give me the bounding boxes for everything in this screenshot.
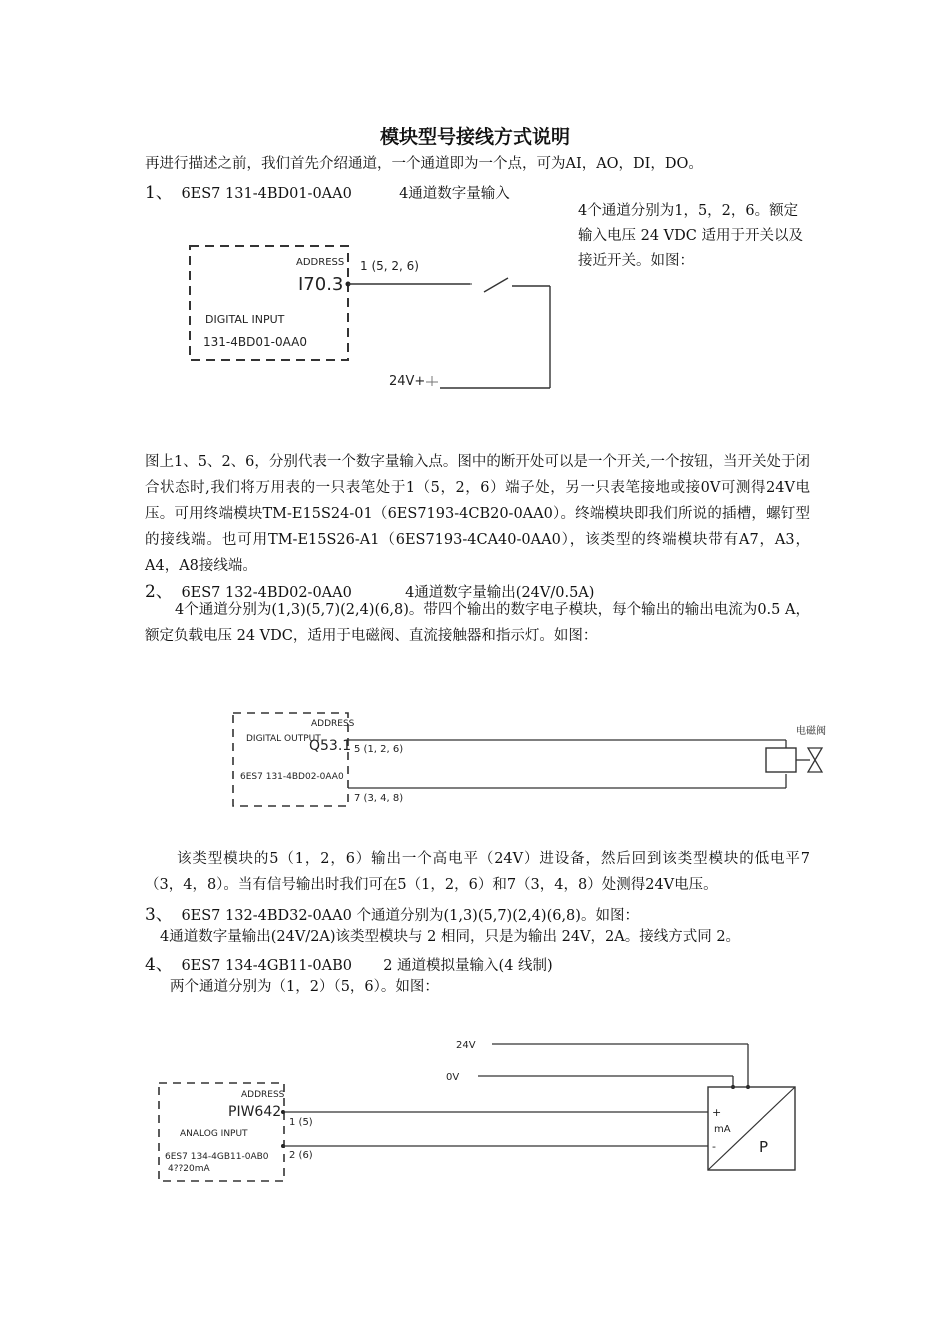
section-2-paragraph: 4个通道分别为(1,3)(5,7)(2,4)(6,8)。带四个输出的数字电子模块，每个输出的输出电流为0.5 A，额定负载电压 24 VDC，适用于电磁阀、直流接触器和指示灯。如图： xyxy=(145,602,810,644)
page-title: 模块型号接线方式说明 xyxy=(379,126,570,148)
section-4-text: 两个通道分别为（1，2）（5，6）。如图： xyxy=(170,979,439,995)
section-1-number: 1、 xyxy=(145,183,173,203)
section-4-model: 6ES7 134-4GB11-0AB0 xyxy=(181,958,352,974)
module-type-label: ANALOG INPUT xyxy=(180,1129,248,1139)
valve-icon xyxy=(808,748,822,772)
address-label: ADDRESS xyxy=(296,257,345,268)
terminal-label: 1 (5, 2, 6) xyxy=(360,259,419,273)
terminal-b-label: 7 (3, 4, 8) xyxy=(354,793,404,804)
section-4-heading xyxy=(145,950,553,975)
section-2-number: 2、 xyxy=(145,582,173,602)
terminal-b-label: 2 (6) xyxy=(289,1150,313,1161)
minus-label: - xyxy=(712,1140,716,1153)
module-type-label: DIGITAL OUTPUT xyxy=(246,734,321,744)
intro-text: 再进行描述之前，我们首先介绍通道，一个通道即为一个点，可为AI，AO，DI，DO。 xyxy=(145,156,703,172)
switch-contact xyxy=(484,278,508,292)
supply-24v-label: 24V xyxy=(456,1040,476,1051)
terminal-a-label: 1 (5) xyxy=(289,1117,313,1128)
module-model-label: 6ES7 134-4GB11-0AB0 xyxy=(165,1152,269,1162)
section-1-side-text: 4个通道分别为1，5，2，6。额定输入电压 24 VDC 适用于开关以及接近开关。如图： xyxy=(578,203,803,269)
section-2-desc: 4通道数字量输出(24V/0.5A) xyxy=(405,585,595,601)
section-2-after-paragraph: 该类型模块的5（1，2，6）输出一个高电平（24V）进设备，然后回到该类型模块的低电平7（3，4，8）。当有信号输出时我们可在5（1，2，6）和7（3，4，8）处测得24V电压。 xyxy=(145,851,810,893)
section-2-model: 6ES7 132-4BD02-0AA0 xyxy=(181,585,352,601)
section-1-desc: 4通道数字量输入 xyxy=(399,186,510,202)
address-value: Q53.1 xyxy=(309,738,352,754)
diagram-digital-output xyxy=(233,713,826,806)
valve-coil xyxy=(766,748,796,772)
section-3-heading xyxy=(145,900,639,925)
section-3-line2: 4通道数字量输出(24V/2A)该类型模块与 2 相同，只是为输出 24V，2A。接线方式同 2。 xyxy=(160,929,741,945)
section-1-paragraph: 图上1、5、2、6，分别代表一个数字量输入点。图中的断开处可以是一个开关,一个按钮，当开关处于闭合状态时,我们将万用表的一只表笔处于1（5，2，6）端子处，另一只表笔接地或接0V可测得24V电压。可用终端模块TM-E15S24-01（6ES7193-4CB20-0AA0）。终端模块即我们所说的插槽，螺钉型的接线端。也可用TM-E15S26-A1（6ES7193-4CA40-0AA0），该类型的终端模块带有A7，A3，A4，A8接线端。 xyxy=(145,454,811,574)
address-value: PIW642 xyxy=(228,1104,282,1120)
diagram-digital-input xyxy=(190,246,550,389)
section-1-model: 6ES7 131-4BD01-0AA0 xyxy=(181,186,352,202)
diagram-analog-input xyxy=(159,1040,795,1181)
device-label: P xyxy=(759,1138,769,1156)
section-4-number: 4、 xyxy=(145,955,173,975)
address-value: I70.3 xyxy=(298,274,344,295)
supply-label: 24V+ xyxy=(389,374,426,389)
section-3-line1: 6ES7 132-4BD32-0AA0 个通道分别为(1,3)(5,7)(2,4)(6,8)。如图： xyxy=(181,908,639,924)
range-label: 4??20mA xyxy=(168,1164,210,1174)
address-label: ADDRESS xyxy=(241,1090,285,1100)
unit-label: mA xyxy=(714,1124,731,1135)
plus-label: + xyxy=(712,1106,722,1119)
module-model-label: 131-4BD01-0AA0 xyxy=(203,335,307,349)
section-3-number: 3、 xyxy=(145,905,173,925)
module-model-label: 6ES7 131-4BD02-0AA0 xyxy=(240,772,344,782)
terminal-a-label: 5 (1, 2, 6) xyxy=(354,744,404,755)
section-4-desc: 2 通道模拟量输入(4 线制) xyxy=(383,958,553,974)
valve-label: 电磁阀 xyxy=(796,726,826,737)
module-type-label: DIGITAL INPUT xyxy=(205,313,285,326)
address-label: ADDRESS xyxy=(311,719,355,729)
supply-0v-label: 0V xyxy=(446,1072,460,1083)
